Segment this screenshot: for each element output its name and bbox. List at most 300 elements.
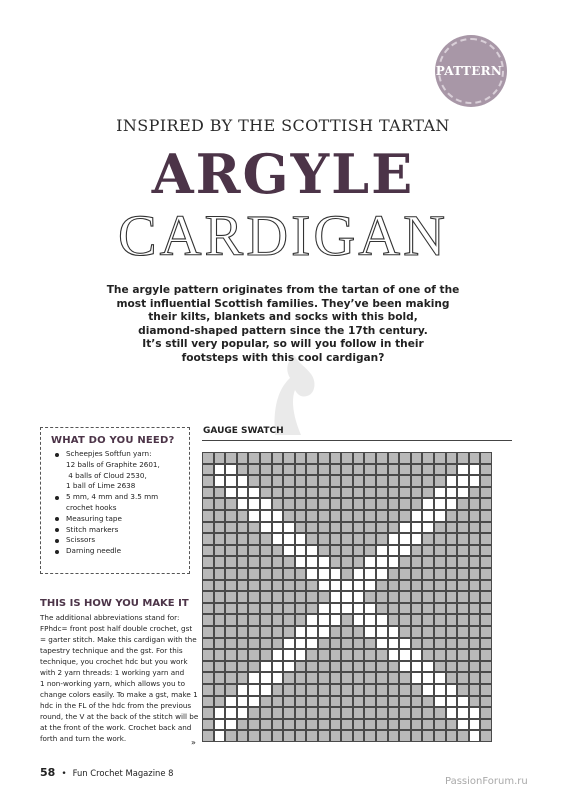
gauge-cell [353, 649, 365, 661]
gauge-cell [214, 684, 226, 696]
gauge-cell [283, 672, 295, 684]
gauge-cell [457, 487, 469, 499]
gauge-cell [272, 580, 284, 592]
gauge-cell [295, 614, 307, 626]
gauge-cell [202, 626, 214, 638]
gauge-cell [364, 533, 376, 545]
gauge-cell [318, 672, 330, 684]
gauge-cell [306, 568, 318, 580]
gauge-cell [434, 614, 446, 626]
gauge-cell [318, 661, 330, 673]
gauge-cell [225, 707, 237, 719]
gauge-cell [306, 614, 318, 626]
gauge-cell [480, 580, 492, 592]
gauge-cell [446, 672, 458, 684]
gauge-cell [353, 510, 365, 522]
gauge-cell [330, 580, 342, 592]
gauge-cell [469, 545, 481, 557]
gauge-cell [295, 730, 307, 742]
gauge-cell [260, 672, 272, 684]
list-item-text: Scheepjes Softfun yarn: [66, 449, 152, 458]
gauge-cell [260, 487, 272, 499]
gauge-cell [283, 464, 295, 476]
gauge-cell [411, 649, 423, 661]
gauge-cell [260, 556, 272, 568]
gauge-cell [469, 487, 481, 499]
gauge-cell [341, 510, 353, 522]
gauge-cell [364, 556, 376, 568]
gauge-cell [388, 638, 400, 650]
list-item [53, 492, 188, 514]
gauge-cell [388, 730, 400, 742]
instructions-body [40, 612, 200, 744]
gauge-cell [480, 696, 492, 708]
gauge-cell [214, 568, 226, 580]
gauge-cell [353, 568, 365, 580]
gauge-cell [446, 626, 458, 638]
gauge-cell [214, 545, 226, 557]
gauge-cell [306, 672, 318, 684]
gauge-cell [434, 452, 446, 464]
gauge-cell [422, 672, 434, 684]
gauge-cell [399, 580, 411, 592]
gauge-cell [469, 730, 481, 742]
gauge-cell [446, 719, 458, 731]
gauge-cell [330, 603, 342, 615]
gauge-cell [399, 556, 411, 568]
gauge-cell [469, 719, 481, 731]
gauge-cell [214, 591, 226, 603]
intro-line: It’s still very popular, so will you follow in their [142, 338, 424, 351]
gauge-cell [388, 684, 400, 696]
gauge-cell [272, 649, 284, 661]
gauge-cell [434, 545, 446, 557]
gauge-cell [480, 556, 492, 568]
gauge-cell [283, 591, 295, 603]
gauge-cell [214, 498, 226, 510]
gauge-cell [330, 684, 342, 696]
gauge-cell [202, 510, 214, 522]
gauge-cell [341, 649, 353, 661]
instructions-line: at the front of the work. Crochet back and [40, 723, 192, 732]
gauge-cell [306, 591, 318, 603]
title-line-2: CARDIGAN [117, 203, 449, 268]
gauge-cell [469, 707, 481, 719]
gauge-cell [388, 696, 400, 708]
gauge-cell [225, 580, 237, 592]
gauge-cell [248, 464, 260, 476]
gauge-cell [446, 649, 458, 661]
gauge-cell [376, 661, 388, 673]
gauge-cell [446, 556, 458, 568]
gauge-cell [446, 696, 458, 708]
gauge-cell [411, 638, 423, 650]
gauge-cell [388, 719, 400, 731]
gauge-cell [457, 696, 469, 708]
gauge-cell [318, 522, 330, 534]
gauge-cell [411, 614, 423, 626]
gauge-cell [399, 730, 411, 742]
gauge-cell [272, 487, 284, 499]
gauge-cell [283, 661, 295, 673]
gauge-cell [202, 568, 214, 580]
gauge-cell [434, 719, 446, 731]
gauge-cell [457, 545, 469, 557]
gauge-cell [225, 464, 237, 476]
gauge-cell [353, 661, 365, 673]
gauge-cell [399, 672, 411, 684]
gauge-cell [353, 498, 365, 510]
gauge-cell [202, 684, 214, 696]
gauge-cell [434, 522, 446, 534]
footer-bullet: • [61, 769, 67, 779]
gauge-cell [248, 533, 260, 545]
gauge-cell [364, 510, 376, 522]
gauge-cell [388, 545, 400, 557]
gauge-cell [272, 475, 284, 487]
gauge-cell [388, 568, 400, 580]
gauge-cell [306, 730, 318, 742]
gauge-cell [248, 475, 260, 487]
gauge-cell [399, 614, 411, 626]
gauge-cell [306, 684, 318, 696]
gauge-cell [283, 533, 295, 545]
gauge-cell [411, 603, 423, 615]
gauge-cell [330, 464, 342, 476]
gauge-cell [469, 522, 481, 534]
gauge-cell [422, 614, 434, 626]
gauge-cell [469, 510, 481, 522]
gauge-cell [248, 522, 260, 534]
gauge-cell [248, 707, 260, 719]
gauge-cell [214, 522, 226, 534]
list-item [53, 449, 188, 492]
gauge-cell [341, 707, 353, 719]
gauge-cell [388, 464, 400, 476]
gauge-cell [411, 730, 423, 742]
gauge-cell [422, 568, 434, 580]
gauge-cell [295, 661, 307, 673]
gauge-cell [480, 475, 492, 487]
gauge-cell [248, 684, 260, 696]
pattern-badge-label: PATTERN [435, 64, 503, 78]
gauge-cell [237, 638, 249, 650]
gauge-cell [248, 730, 260, 742]
gauge-cell [330, 568, 342, 580]
gauge-cell [318, 545, 330, 557]
gauge-cell [283, 580, 295, 592]
gauge-cell [260, 696, 272, 708]
gauge-cell [306, 510, 318, 522]
gauge-cell [225, 684, 237, 696]
gauge-cell [341, 672, 353, 684]
intro-line: The argyle pattern originates from the tartan of one of the [106, 284, 460, 296]
gauge-cell [446, 638, 458, 650]
gauge-cell [480, 487, 492, 499]
gauge-cell [457, 510, 469, 522]
gauge-cell [295, 487, 307, 499]
gauge-cell [341, 661, 353, 673]
gauge-cell [248, 661, 260, 673]
gauge-cell [260, 580, 272, 592]
list-item-text: 5 mm, 4 mm and 3.5 mm [66, 492, 159, 502]
gauge-cell [469, 475, 481, 487]
gauge-cell [480, 510, 492, 522]
gauge-cell [457, 603, 469, 615]
gauge-cell [341, 556, 353, 568]
gauge-cell [237, 603, 249, 615]
instructions-line: round, the V at the back of the stitch will be [40, 712, 199, 721]
gauge-cell [341, 533, 353, 545]
gauge-cell [341, 638, 353, 650]
gauge-cell [399, 568, 411, 580]
gauge-cell [434, 510, 446, 522]
gauge-cell [422, 498, 434, 510]
gauge-cell [214, 672, 226, 684]
gauge-cell [457, 684, 469, 696]
gauge-cell [399, 533, 411, 545]
gauge-cell [446, 730, 458, 742]
gauge-cell [306, 626, 318, 638]
list-item [53, 525, 188, 536]
gauge-cell [434, 475, 446, 487]
gauge-cell [260, 522, 272, 534]
gauge-cell [469, 464, 481, 476]
gauge-cell [330, 510, 342, 522]
gauge-cell [295, 626, 307, 638]
gauge-cell [283, 638, 295, 650]
list-item-text: Measuring tape [66, 513, 122, 523]
gauge-cell [202, 638, 214, 650]
intro-line: their kilts, blankets and socks with this bold, [148, 311, 418, 324]
gauge-cell [388, 510, 400, 522]
gauge-cell [376, 603, 388, 615]
gauge-cell [237, 614, 249, 626]
gauge-cell [283, 719, 295, 731]
gauge-cell [480, 661, 492, 673]
gauge-cell [446, 510, 458, 522]
gauge-cell [260, 510, 272, 522]
gauge-cell [376, 719, 388, 731]
gauge-cell [225, 522, 237, 534]
gauge-cell [318, 498, 330, 510]
gauge-cell [457, 522, 469, 534]
gauge-cell [341, 696, 353, 708]
gauge-cell [341, 591, 353, 603]
gauge-cell [388, 533, 400, 545]
list-item-text: Stitch markers [66, 524, 119, 534]
gauge-cell [214, 580, 226, 592]
gauge-cell [446, 475, 458, 487]
gauge-cell [388, 591, 400, 603]
gauge-cell [434, 707, 446, 719]
gauge-cell [446, 568, 458, 580]
gauge-cell [353, 533, 365, 545]
gauge-cell [411, 510, 423, 522]
gauge-cell [480, 672, 492, 684]
gauge-cell [341, 452, 353, 464]
gauge-cell [202, 545, 214, 557]
gauge-cell [446, 498, 458, 510]
instructions-line: tapestry technique and the gst. For this [40, 646, 183, 655]
gauge-cell [388, 580, 400, 592]
gauge-cell [306, 603, 318, 615]
gauge-cell [260, 730, 272, 742]
gauge-cell [446, 707, 458, 719]
gauge-cell [469, 649, 481, 661]
gauge-cell [225, 475, 237, 487]
gauge-cell [469, 580, 481, 592]
gauge-cell [248, 614, 260, 626]
gauge-cell [353, 626, 365, 638]
gauge-cell [434, 684, 446, 696]
gauge-cell [318, 475, 330, 487]
gauge-cell [411, 556, 423, 568]
gauge-cell [480, 591, 492, 603]
gauge-cell [353, 591, 365, 603]
gauge-cell [295, 696, 307, 708]
gauge-cell [318, 684, 330, 696]
gauge-cell [318, 464, 330, 476]
gauge-cell [318, 568, 330, 580]
gauge-cell [388, 707, 400, 719]
gauge-cell [353, 707, 365, 719]
gauge-cell [202, 696, 214, 708]
gauge-cell [283, 522, 295, 534]
gauge-cell [225, 626, 237, 638]
gauge-cell [422, 591, 434, 603]
gauge-cell [480, 730, 492, 742]
gauge-cell [457, 475, 469, 487]
gauge-cell [214, 603, 226, 615]
gauge-cell [480, 545, 492, 557]
gauge-cell [364, 452, 376, 464]
gauge-cell [364, 498, 376, 510]
gauge-cell [376, 475, 388, 487]
gauge-cell [411, 568, 423, 580]
gauge-cell [364, 719, 376, 731]
gauge-cell [457, 661, 469, 673]
gauge-cell [214, 464, 226, 476]
gauge-cell [446, 591, 458, 603]
gauge-cell [202, 556, 214, 568]
gauge-cell [353, 603, 365, 615]
gauge-cell [353, 580, 365, 592]
gauge-cell [422, 638, 434, 650]
gauge-cell [214, 614, 226, 626]
gauge-cell [434, 626, 446, 638]
gauge-cell [364, 672, 376, 684]
gauge-cell [306, 522, 318, 534]
gauge-cell [376, 452, 388, 464]
gauge-cell [260, 661, 272, 673]
gauge-cell [237, 707, 249, 719]
gauge-cell [260, 638, 272, 650]
gauge-cell [214, 533, 226, 545]
materials-list [53, 449, 188, 557]
gauge-cell [283, 510, 295, 522]
gauge-cell [341, 545, 353, 557]
gauge-cell [260, 452, 272, 464]
gauge-cell [330, 545, 342, 557]
gauge-cell [295, 684, 307, 696]
gauge-cell [411, 475, 423, 487]
gauge-cell [353, 614, 365, 626]
gauge-cell [446, 533, 458, 545]
intro-line: most influential Scottish families. They’ve been making [116, 297, 450, 310]
list-item-text: Scissors [66, 535, 96, 545]
gauge-cell [225, 614, 237, 626]
gauge-cell [283, 707, 295, 719]
gauge-cell [237, 684, 249, 696]
gauge-cell [237, 452, 249, 464]
gauge-cell [469, 591, 481, 603]
gauge-cell [295, 464, 307, 476]
gauge-cell [399, 545, 411, 557]
gauge-cell [480, 649, 492, 661]
gauge-cell [353, 730, 365, 742]
gauge-cell [469, 672, 481, 684]
page-footer [40, 766, 173, 779]
gauge-cell [248, 580, 260, 592]
gauge-cell [202, 533, 214, 545]
gauge-cell [457, 719, 469, 731]
gauge-cell [260, 464, 272, 476]
gauge-cell [272, 684, 284, 696]
gauge-cell [364, 464, 376, 476]
gauge-cell [330, 533, 342, 545]
gauge-cell [457, 498, 469, 510]
gauge-cell [376, 522, 388, 534]
gauge-cell [272, 638, 284, 650]
gauge-cell [306, 487, 318, 499]
gauge-cell [295, 498, 307, 510]
gauge-cell [306, 452, 318, 464]
gauge-cell [399, 696, 411, 708]
gauge-cell [399, 649, 411, 661]
gauge-cell [295, 707, 307, 719]
gauge-divider [202, 440, 512, 441]
gauge-cell [225, 556, 237, 568]
gauge-cell [295, 649, 307, 661]
gauge-cell [272, 614, 284, 626]
gauge-cell [318, 614, 330, 626]
gauge-cell [330, 696, 342, 708]
gauge-cell [399, 487, 411, 499]
gauge-cell [399, 638, 411, 650]
gauge-cell [411, 661, 423, 673]
gauge-cell [330, 591, 342, 603]
gauge-cell [248, 603, 260, 615]
gauge-cell [248, 626, 260, 638]
gauge-cell [469, 696, 481, 708]
gauge-cell [283, 545, 295, 557]
gauge-cell [214, 661, 226, 673]
gauge-cell [225, 487, 237, 499]
gauge-cell [237, 580, 249, 592]
gauge-cell [318, 707, 330, 719]
instructions-line: change colors easily. To make a gst, make 1 [40, 690, 198, 699]
gauge-cell [295, 522, 307, 534]
gauge-cell [225, 638, 237, 650]
gauge-cell [376, 545, 388, 557]
gauge-cell [214, 510, 226, 522]
gauge-cell [341, 475, 353, 487]
gauge-cell [446, 464, 458, 476]
gauge-cell [295, 475, 307, 487]
pattern-badge [435, 38, 504, 104]
gauge-cell [388, 522, 400, 534]
